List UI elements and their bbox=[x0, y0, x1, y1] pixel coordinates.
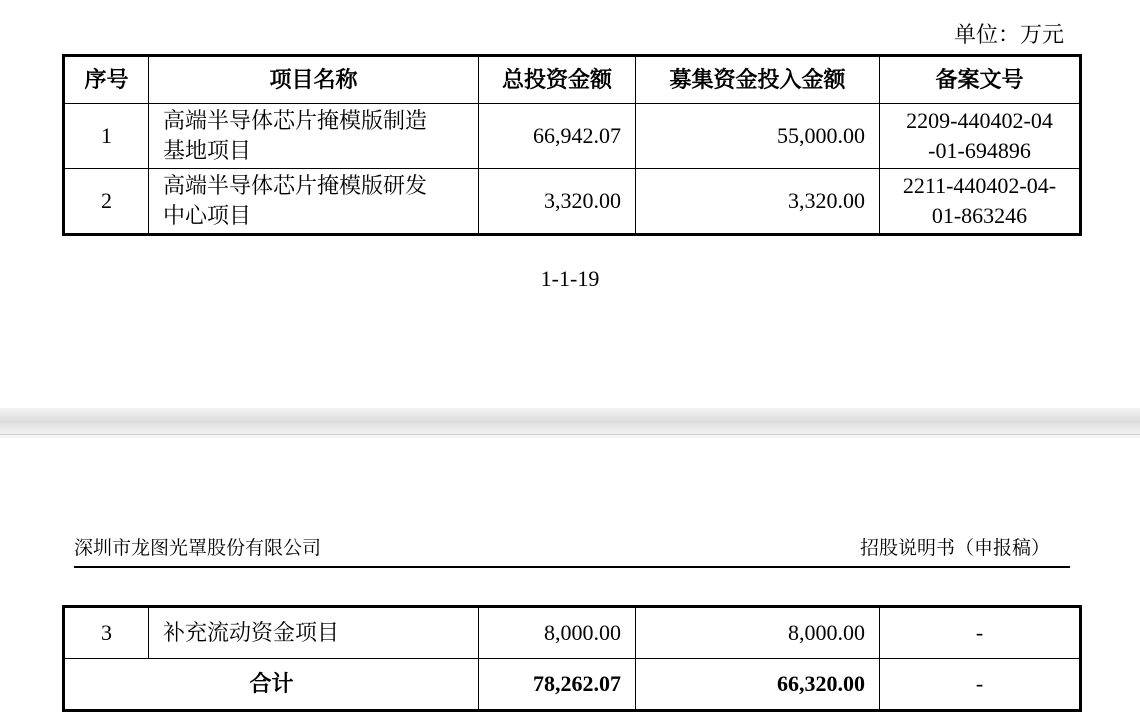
page-number: 1-1-19 bbox=[540, 266, 600, 291]
table-row bbox=[64, 607, 1081, 659]
row-total-investment: 3,320.00 bbox=[479, 169, 636, 235]
total-label: 合计 bbox=[64, 659, 479, 711]
page-header bbox=[74, 536, 1070, 568]
investment-table-part-1 bbox=[62, 54, 1082, 236]
table-header-row bbox=[64, 56, 1081, 104]
row-total-investment: 66,942.07 bbox=[479, 104, 636, 169]
header-project-name: 项目名称 bbox=[149, 56, 479, 104]
table-row bbox=[64, 104, 1081, 169]
row-no: 2 bbox=[64, 169, 149, 235]
row-filing-number bbox=[880, 169, 1081, 235]
row-raised-funds: 8,000.00 bbox=[636, 607, 880, 659]
document-title: 招股说明书（申报稿） bbox=[859, 538, 1050, 559]
project-name-line: 高端半导体芯片掩模版研发 bbox=[163, 173, 428, 198]
unit-label: 单位：万元 bbox=[953, 22, 1064, 47]
header-filing-number: 备案文号 bbox=[880, 56, 1081, 104]
row-no: 1 bbox=[64, 104, 149, 169]
investment-table-part-2 bbox=[62, 605, 1082, 712]
total-row bbox=[64, 659, 1081, 711]
row-filing-number bbox=[880, 104, 1081, 169]
row-no: 3 bbox=[64, 607, 149, 659]
table-row bbox=[64, 169, 1081, 235]
project-name-line: 中心项目 bbox=[163, 203, 252, 228]
row-total-investment: 8,000.00 bbox=[479, 607, 636, 659]
project-name-line: 高端半导体芯片掩模版制造 bbox=[163, 108, 428, 133]
filing-number-line: 2211-440402-04- bbox=[902, 173, 1057, 198]
row-filing-number: - bbox=[880, 607, 1081, 659]
header-raised-funds: 募集资金投入金额 bbox=[636, 56, 880, 104]
row-raised-funds: 3,320.00 bbox=[636, 169, 880, 235]
page-separator bbox=[0, 408, 1140, 438]
total-investment-sum: 78,262.07 bbox=[479, 659, 636, 711]
row-project-name bbox=[149, 169, 479, 235]
header-no: 序号 bbox=[64, 56, 149, 104]
filing-number-line: 2209-440402-04 bbox=[906, 108, 1053, 133]
filing-number-line: 01-863246 bbox=[931, 203, 1028, 228]
total-filing-number: - bbox=[880, 659, 1081, 711]
row-raised-funds: 55,000.00 bbox=[636, 104, 880, 169]
company-name: 深圳市龙图光罩股份有限公司 bbox=[74, 538, 322, 559]
raised-funds-sum: 66,320.00 bbox=[636, 659, 880, 711]
row-project-name bbox=[149, 104, 479, 169]
project-name-line: 基地项目 bbox=[163, 138, 252, 163]
row-project-name: 补充流动资金项目 bbox=[149, 607, 479, 659]
filing-number-line: -01-694896 bbox=[928, 138, 1031, 163]
header-total-investment: 总投资金额 bbox=[479, 56, 636, 104]
